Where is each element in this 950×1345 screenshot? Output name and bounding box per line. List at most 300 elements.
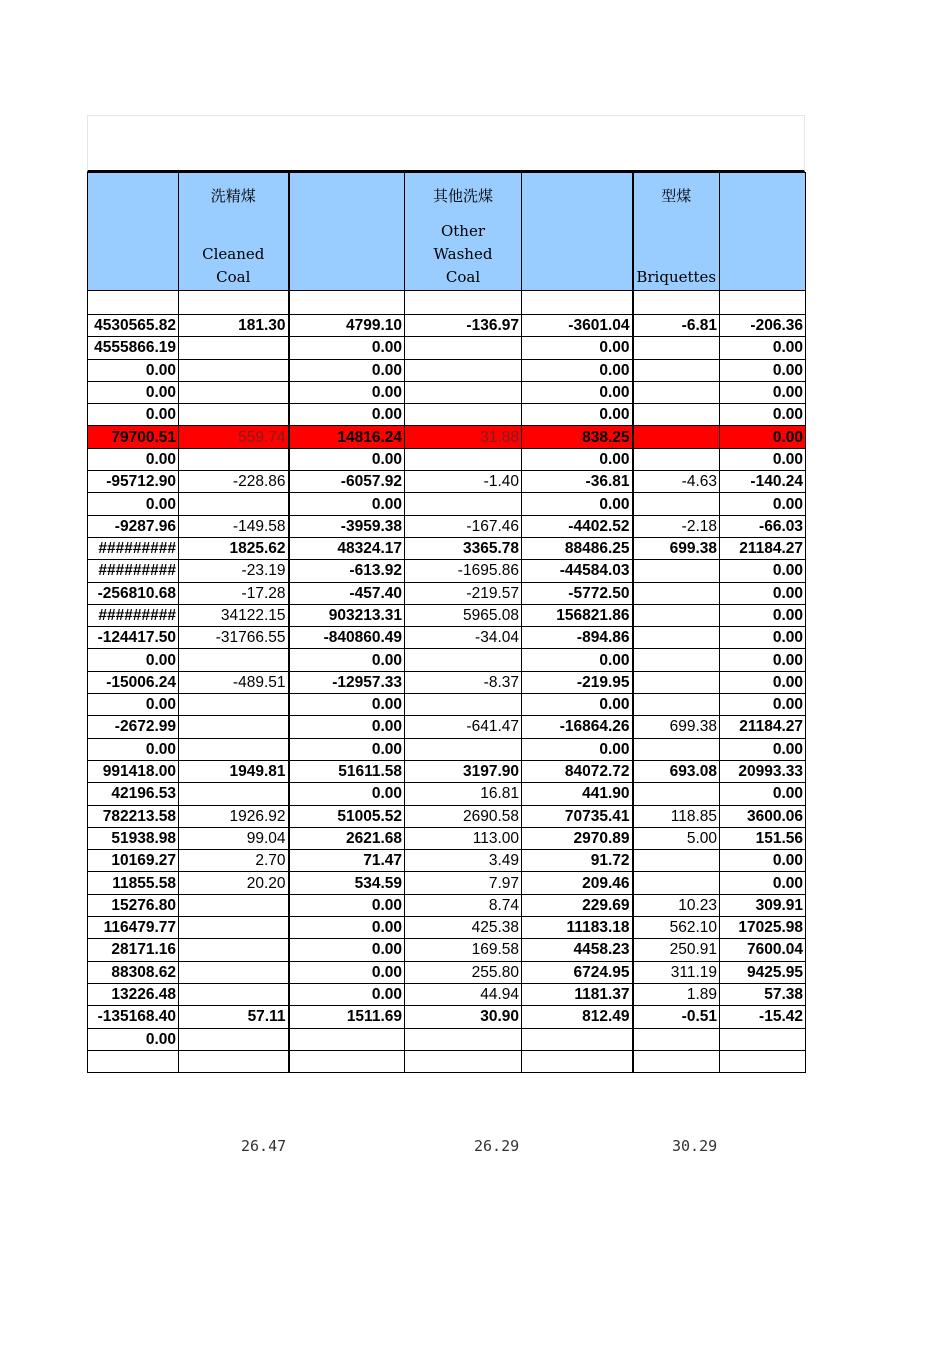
table-cell[interactable] [633,337,720,359]
header-row [88,173,806,291]
table-cell[interactable]: 10169.27 [88,850,179,872]
table-cell[interactable]: 34122.15 [179,604,289,626]
table-cell[interactable]: 0.00 [289,493,405,515]
table-cell[interactable]: 1181.37 [522,983,633,1005]
table-row [88,337,806,359]
table-cell[interactable] [289,291,405,315]
table-cell[interactable] [633,1050,720,1072]
table-cell[interactable]: 156821.86 [522,604,633,626]
table-cell[interactable]: -34.04 [405,627,522,649]
table-cell[interactable]: 79700.51 [88,426,179,448]
table-row [88,805,806,827]
table-cell[interactable] [522,1050,633,1072]
table-cell[interactable]: -256810.68 [88,582,179,604]
table-cell[interactable]: 31.88 [405,426,522,448]
table-cell[interactable] [633,448,720,470]
table-cell[interactable]: -12957.33 [289,671,405,693]
table-cell[interactable]: -2672.99 [88,716,179,738]
table-cell[interactable]: 2690.58 [405,805,522,827]
table-cell[interactable]: 255.80 [405,961,522,983]
table-cell[interactable]: -641.47 [405,716,522,738]
table-cell[interactable]: 113.00 [405,827,522,849]
table-cell[interactable]: 57.11 [179,1006,289,1028]
table-cell[interactable]: -457.40 [289,582,405,604]
table-cell[interactable]: 9425.95 [720,961,806,983]
table-cell[interactable]: 48324.17 [289,537,405,559]
table-cell[interactable]: 0.00 [720,604,806,626]
table-cell[interactable]: 118.85 [633,805,720,827]
table-cell[interactable] [179,448,289,470]
table-cell[interactable]: -124417.50 [88,627,179,649]
header-cell[interactable] [88,173,179,291]
table-cell[interactable] [633,627,720,649]
header-cell[interactable] [405,173,522,291]
table-row [88,939,806,961]
table-cell[interactable] [405,1028,522,1050]
table-row [88,404,806,426]
table-cell[interactable]: 11855.58 [88,872,179,894]
table-cell[interactable]: -1.40 [405,471,522,493]
table-row [88,426,806,448]
table-row [88,537,806,559]
table-cell[interactable]: 5965.08 [405,604,522,626]
table-cell[interactable]: -219.95 [522,671,633,693]
table-cell[interactable] [633,604,720,626]
table-row [88,448,806,470]
table-cell[interactable]: 4799.10 [289,315,405,337]
table-cell[interactable]: 3365.78 [405,537,522,559]
table-cell[interactable] [633,582,720,604]
footer-value-cleaned-coal: 26.47 [241,1137,287,1155]
table-cell[interactable]: -17.28 [179,582,289,604]
table-cell[interactable] [633,738,720,760]
table-cell[interactable]: 0.00 [289,404,405,426]
table-cell[interactable]: 10.23 [633,894,720,916]
table-cell[interactable]: -894.86 [522,627,633,649]
table-cell[interactable]: 0.00 [88,404,179,426]
table-cell[interactable]: 0.00 [720,560,806,582]
table-cell[interactable]: 250.91 [633,939,720,961]
table-cell[interactable]: 0.00 [720,694,806,716]
table-cell[interactable]: 0.00 [88,649,179,671]
title-band [87,115,805,172]
table-cell[interactable]: 0.00 [720,649,806,671]
table-cell[interactable]: 4458.23 [522,939,633,961]
table-cell[interactable]: 0.00 [522,448,633,470]
table-cell[interactable]: 0.00 [720,337,806,359]
table-row [88,493,806,515]
table-cell[interactable] [179,1028,289,1050]
table-cell[interactable]: 0.00 [522,381,633,403]
table-row [88,917,806,939]
table-cell[interactable]: -219.57 [405,582,522,604]
table-cell[interactable] [88,1050,179,1072]
table-cell[interactable]: 169.58 [405,939,522,961]
table-cell[interactable]: 0.00 [289,694,405,716]
table-cell[interactable]: 3600.06 [720,805,806,827]
table-cell[interactable]: 309.91 [720,894,806,916]
table-row [88,1028,806,1050]
table-row [88,604,806,626]
table-cell[interactable]: 0.00 [720,448,806,470]
table-cell[interactable]: 181.30 [179,315,289,337]
table-cell[interactable]: 6724.95 [522,961,633,983]
table-cell[interactable]: 7600.04 [720,939,806,961]
table-cell[interactable]: 91.72 [522,850,633,872]
table-cell[interactable]: 0.00 [522,738,633,760]
table-cell[interactable]: 0.00 [88,738,179,760]
table-row [88,783,806,805]
table-cell[interactable]: 0.00 [289,939,405,961]
table-cell[interactable]: 311.19 [633,961,720,983]
table-cell[interactable] [179,783,289,805]
table-cell[interactable] [720,291,806,315]
table-cell[interactable]: 782213.58 [88,805,179,827]
table-cell[interactable] [522,291,633,315]
table-cell[interactable] [633,694,720,716]
table-row [88,649,806,671]
table-cell[interactable]: 0.00 [88,381,179,403]
table-cell[interactable]: -66.03 [720,515,806,537]
table-cell[interactable]: 0.00 [88,694,179,716]
table-row [88,1006,806,1028]
table-cell[interactable]: 21184.27 [720,716,806,738]
table-cell[interactable] [179,716,289,738]
table-cell[interactable]: 559.74 [179,426,289,448]
table-cell[interactable] [405,694,522,716]
table-cell[interactable]: -31766.55 [179,627,289,649]
table-cell[interactable]: ######### [88,604,179,626]
table-cell[interactable]: 534.59 [289,872,405,894]
table-cell[interactable] [633,493,720,515]
table-cell[interactable]: 0.00 [289,448,405,470]
header-label-en: Cleaned [202,245,265,263]
table-cell[interactable]: 0.00 [720,582,806,604]
table-cell[interactable]: 2970.89 [522,827,633,849]
table-row [88,627,806,649]
table-cell[interactable]: 57.38 [720,983,806,1005]
table-cell[interactable] [633,404,720,426]
table-cell[interactable] [633,671,720,693]
table-cell[interactable]: 0.00 [289,917,405,939]
table-cell[interactable]: 0.00 [522,694,633,716]
table-cell[interactable]: -167.46 [405,515,522,537]
table-cell[interactable]: 0.00 [289,783,405,805]
table-cell[interactable]: 8.74 [405,894,522,916]
table-cell[interactable]: 11183.18 [522,917,633,939]
table-row [88,983,806,1005]
table-cell[interactable] [405,359,522,381]
table-cell[interactable] [179,404,289,426]
table-cell[interactable]: 1926.92 [179,805,289,827]
table-cell[interactable]: 0.00 [289,359,405,381]
table-cell[interactable]: 0.00 [289,716,405,738]
table-cell[interactable]: 0.00 [289,894,405,916]
table-cell[interactable]: 562.10 [633,917,720,939]
table-row [88,738,806,760]
table-cell[interactable]: 0.00 [88,448,179,470]
table-cell[interactable]: 20.20 [179,872,289,894]
table-cell[interactable]: 0.00 [88,359,179,381]
table-cell[interactable] [522,1028,633,1050]
table-cell[interactable]: 0.00 [289,381,405,403]
table-cell[interactable] [179,1050,289,1072]
data-table [87,172,806,1073]
table-cell[interactable]: 0.00 [522,359,633,381]
table-cell[interactable]: 0.00 [720,783,806,805]
table-cell[interactable] [179,337,289,359]
table-cell[interactable] [179,359,289,381]
table-cell[interactable] [179,894,289,916]
table-cell[interactable]: -15.42 [720,1006,806,1028]
table-row [88,515,806,537]
table-cell[interactable]: 0.00 [720,381,806,403]
table-cell[interactable]: 99.04 [179,827,289,849]
table-row [88,760,806,782]
table-cell[interactable] [405,337,522,359]
table-cell[interactable]: 699.38 [633,537,720,559]
table-cell[interactable]: 3.49 [405,850,522,872]
table-cell[interactable] [179,694,289,716]
table-cell[interactable]: -3601.04 [522,315,633,337]
header-label-zh: 洗精煤 [210,187,256,205]
table-cell[interactable] [633,359,720,381]
table-cell[interactable] [633,426,720,448]
table-row [88,961,806,983]
table-cell[interactable]: 441.90 [522,783,633,805]
table-cell[interactable] [179,983,289,1005]
table-cell[interactable]: -8.37 [405,671,522,693]
table-cell[interactable]: 151.56 [720,827,806,849]
table-cell[interactable]: -36.81 [522,471,633,493]
table-row [88,315,806,337]
table-cell[interactable]: -4.63 [633,471,720,493]
table-cell[interactable] [179,917,289,939]
table-cell[interactable]: 116479.77 [88,917,179,939]
table-cell[interactable]: -840860.49 [289,627,405,649]
table-cell[interactable]: 0.00 [289,983,405,1005]
table-cell[interactable]: 30.90 [405,1006,522,1028]
table-cell[interactable] [179,493,289,515]
header-label-en: Coal [445,268,481,286]
table-cell[interactable]: 4530565.82 [88,315,179,337]
table-cell[interactable]: -16864.26 [522,716,633,738]
table-cell[interactable]: -6057.92 [289,471,405,493]
table-cell[interactable] [633,649,720,671]
table-cell[interactable]: -1695.86 [405,560,522,582]
table-cell[interactable]: 0.00 [522,404,633,426]
table-cell[interactable] [405,738,522,760]
table-cell[interactable]: -5772.50 [522,582,633,604]
table-cell[interactable]: 0.00 [522,493,633,515]
table-cell[interactable]: 0.00 [289,961,405,983]
header-label-en: Coal [216,268,251,286]
table-row [88,582,806,604]
table-cell[interactable]: 903213.31 [289,604,405,626]
table-cell[interactable] [633,872,720,894]
table-cell[interactable]: -3959.38 [289,515,405,537]
table-cell[interactable]: ######### [88,560,179,582]
table-cell[interactable]: 51938.98 [88,827,179,849]
table-cell[interactable]: 42196.53 [88,783,179,805]
table-cell[interactable]: 0.00 [289,337,405,359]
table-cell[interactable]: 0.00 [289,649,405,671]
table-cell[interactable]: 21184.27 [720,537,806,559]
table-cell[interactable] [405,404,522,426]
header-label-en: Other [440,222,486,240]
table-cell[interactable] [405,649,522,671]
table-cell[interactable] [633,850,720,872]
table-cell[interactable]: 14816.24 [289,426,405,448]
table-cell[interactable]: 0.00 [522,649,633,671]
table-cell[interactable]: -15006.24 [88,671,179,693]
table-cell[interactable] [179,939,289,961]
table-row [88,872,806,894]
table-cell[interactable] [633,560,720,582]
table-cell[interactable]: 7.97 [405,872,522,894]
table-cell[interactable]: 699.38 [633,716,720,738]
header-label-en: Washed [433,245,493,263]
table-cell[interactable]: -228.86 [179,471,289,493]
table-cell[interactable]: 4555866.19 [88,337,179,359]
table-cell[interactable] [179,738,289,760]
table-cell[interactable] [405,1050,522,1072]
table-cell[interactable]: 0.00 [720,627,806,649]
table-cell[interactable]: 0.00 [720,493,806,515]
table-row [88,894,806,916]
table-cell[interactable] [179,381,289,403]
table-row [88,359,806,381]
table-cell[interactable]: 5.00 [633,827,720,849]
table-cell[interactable] [633,783,720,805]
table-cell[interactable]: 0.00 [720,671,806,693]
table-cell[interactable]: -149.58 [179,515,289,537]
table-cell[interactable]: 3197.90 [405,760,522,782]
header-cell[interactable] [179,173,289,291]
table-cell[interactable] [405,493,522,515]
table-cell[interactable]: 2.70 [179,850,289,872]
table-cell[interactable]: -613.92 [289,560,405,582]
table-cell[interactable] [720,1028,806,1050]
table-cell[interactable]: -0.51 [633,1006,720,1028]
table-cell[interactable]: 0.00 [522,337,633,359]
table-cell[interactable]: 28171.16 [88,939,179,961]
table-cell[interactable] [405,291,522,315]
table-cell[interactable]: -6.81 [633,315,720,337]
table-cell[interactable]: 0.00 [720,872,806,894]
table-cell[interactable]: -135168.40 [88,1006,179,1028]
table-row [88,850,806,872]
table-row [88,381,806,403]
table-cell[interactable]: 70735.41 [522,805,633,827]
table-cell[interactable] [633,1028,720,1050]
table-cell[interactable] [289,1028,405,1050]
header-label-zh: 其他洗煤 [432,187,493,205]
table-cell[interactable]: -23.19 [179,560,289,582]
header-cell[interactable] [633,173,720,291]
table-cell[interactable] [720,1050,806,1072]
table-cell[interactable]: 1511.69 [289,1006,405,1028]
table-cell[interactable] [88,291,179,315]
table-cell[interactable]: 209.46 [522,872,633,894]
table-cell[interactable]: 0.00 [720,738,806,760]
table-cell[interactable]: 84072.72 [522,760,633,782]
table-cell[interactable]: -95712.90 [88,471,179,493]
table-cell[interactable]: 0.00 [720,426,806,448]
table-cell[interactable]: 20993.33 [720,760,806,782]
table-row [88,671,806,693]
table-cell[interactable]: 1825.62 [179,537,289,559]
table-cell[interactable] [179,291,289,315]
table-row [88,471,806,493]
table-cell[interactable]: 15276.80 [88,894,179,916]
table-cell[interactable] [179,649,289,671]
table-cell[interactable]: 229.69 [522,894,633,916]
table-cell[interactable]: 991418.00 [88,760,179,782]
table-cell[interactable] [405,448,522,470]
table-cell[interactable]: -2.18 [633,515,720,537]
table-cell[interactable]: 51611.58 [289,760,405,782]
table-cell[interactable]: 88308.62 [88,961,179,983]
header-cell[interactable] [720,173,806,291]
footer-value-briquettes: 30.29 [672,1137,718,1155]
table-cell[interactable]: 2621.68 [289,827,405,849]
header-cell[interactable] [289,173,405,291]
table-cell[interactable]: 0.00 [720,404,806,426]
spreadsheet [87,115,806,1110]
table-cell[interactable] [289,1050,405,1072]
table-cell[interactable]: 812.49 [522,1006,633,1028]
table-cell[interactable]: 1.89 [633,983,720,1005]
table-cell[interactable]: 1949.81 [179,760,289,782]
table-cell[interactable]: 13226.48 [88,983,179,1005]
table-cell[interactable]: 0.00 [720,359,806,381]
header-cell[interactable] [522,173,633,291]
table-cell[interactable]: -206.36 [720,315,806,337]
table-cell[interactable] [179,961,289,983]
table-cell[interactable]: 0.00 [88,1028,179,1050]
table-cell[interactable]: 88486.25 [522,537,633,559]
table-cell[interactable]: 0.00 [289,738,405,760]
table-row [88,694,806,716]
table-cell[interactable]: 425.38 [405,917,522,939]
table-row [88,560,806,582]
table-cell[interactable]: -9287.96 [88,515,179,537]
table-cell[interactable]: 693.08 [633,760,720,782]
table-cell[interactable]: 0.00 [720,850,806,872]
table-cell[interactable]: 16.81 [405,783,522,805]
header-label-en: Briquettes [636,268,717,286]
table-cell[interactable]: -44584.03 [522,560,633,582]
table-cell[interactable] [633,291,720,315]
table-cell[interactable]: 51005.52 [289,805,405,827]
table-cell[interactable] [405,381,522,403]
table-row [88,827,806,849]
table-cell[interactable]: 0.00 [88,493,179,515]
table-cell[interactable]: -489.51 [179,671,289,693]
footer-value-other-washed-coal: 26.29 [474,1137,520,1155]
table-cell[interactable]: -4402.52 [522,515,633,537]
table-cell[interactable] [633,381,720,403]
table-cell[interactable]: 17025.98 [720,917,806,939]
table-cell[interactable]: -140.24 [720,471,806,493]
table-cell[interactable]: 44.94 [405,983,522,1005]
table-cell[interactable]: -136.97 [405,315,522,337]
table-cell[interactable]: 838.25 [522,426,633,448]
header-label-zh: 型煤 [661,187,692,205]
table-cell[interactable]: 71.47 [289,850,405,872]
table-cell[interactable]: ######### [88,537,179,559]
